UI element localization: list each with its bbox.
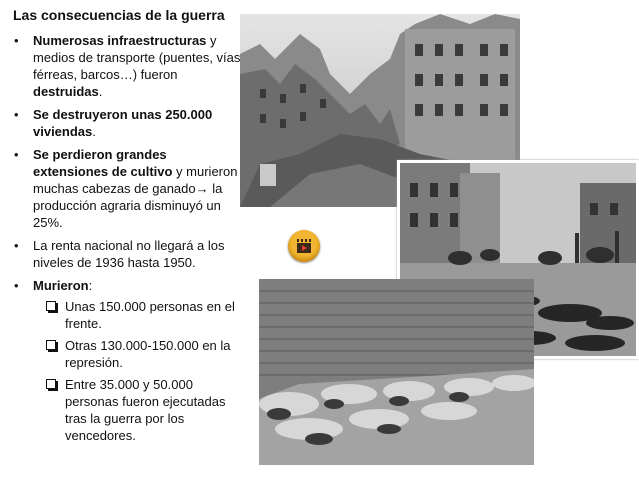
sub-item-ejecutadas [43, 376, 242, 444]
bullet-text: La renta nacional no llegará a los niveles de 1936 hasta 1950. [33, 238, 225, 270]
sub-list [43, 298, 242, 444]
bullet-bold-text: Se perdieron grandes extensiones de cultivo [33, 147, 173, 179]
sub-item-represion [43, 337, 242, 371]
bullet-bold-text-2: destruidas [33, 84, 99, 99]
sub-item-frente [43, 298, 242, 332]
film-clapper-icon[interactable] [288, 230, 320, 262]
bullet-murieron [12, 277, 242, 444]
sub-item-text: Otras 130.000-150.000 en la represión. [65, 338, 231, 370]
sub-item-text: Unas 150.000 personas en el frente. [65, 299, 235, 331]
bullet-dot: • [14, 107, 19, 122]
bullet-dot: • [14, 147, 19, 162]
bullet-text: y murieron muchas cabezas de ganado→ la producción agraria disminuyó un 25%. [33, 164, 238, 230]
bullet-infraestructuras [12, 32, 242, 100]
bullet-tail: . [98, 84, 103, 99]
checkbox-bullet-icon [46, 340, 56, 350]
bullet-text: y medios de transporte (puentes, vías férreas, barcos…) fueron [33, 33, 241, 82]
bullet-cultivo [12, 146, 242, 231]
bullet-dot: • [14, 278, 19, 293]
bullet-renta [12, 237, 242, 271]
checkbox-bullet-icon [46, 379, 56, 389]
bullet-bold-text: Murieron [33, 278, 89, 293]
slide-title: Las consecuencias de la guerra [13, 7, 225, 23]
bullet-tail: . [92, 124, 96, 139]
bullet-bold-text: Numerosas infraestructuras [33, 33, 207, 48]
bullet-viviendas [12, 106, 242, 140]
sub-item-text: Entre 35.000 y 50.000 personas fueron ejecutadas tras la guerra por los vencedores. [65, 377, 226, 443]
checkbox-bullet-icon [46, 301, 56, 311]
bullet-dot: • [14, 238, 19, 253]
photo-brick-wall [259, 279, 534, 465]
bullet-dot: • [14, 33, 19, 48]
bullet-list [12, 32, 242, 450]
bullet-bold-text: Se destruyeron unas 250.000 viviendas [33, 107, 213, 139]
bullet-text: : [88, 278, 93, 293]
